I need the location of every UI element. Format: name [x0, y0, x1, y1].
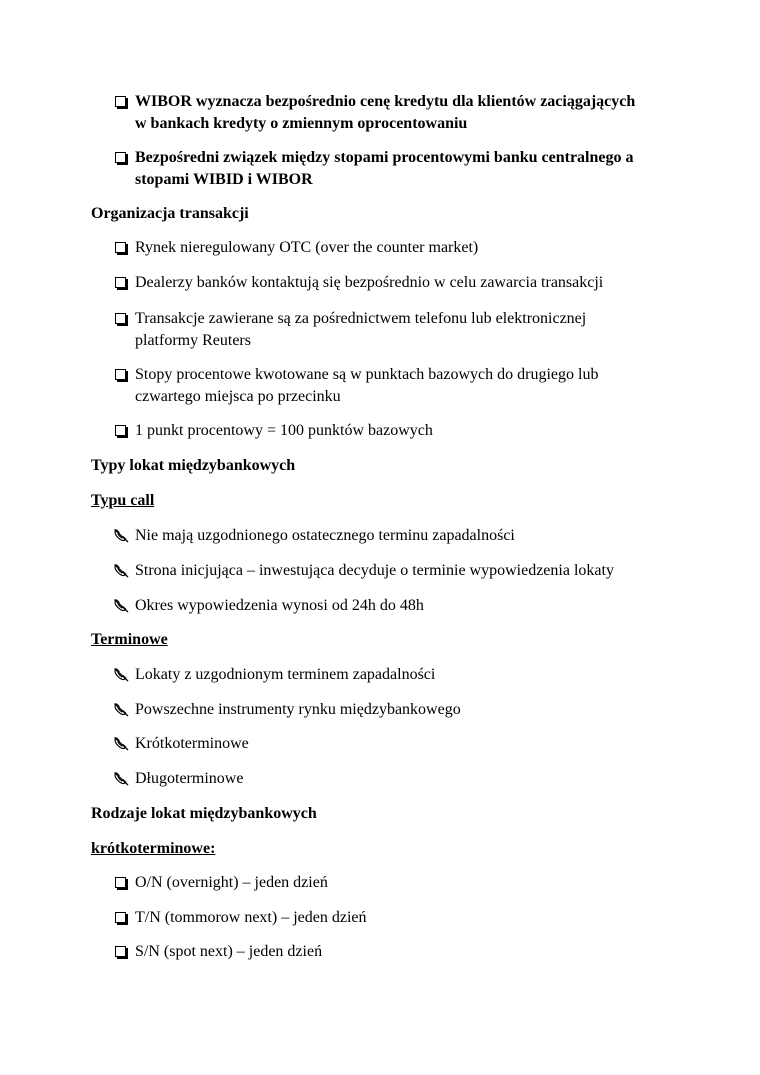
checkbox-bullet-icon — [115, 425, 126, 436]
subheading-call: Typu call — [91, 492, 155, 509]
section-heading-types: Typy lokat międzybankowych — [91, 457, 296, 474]
no-phone-bullet-icon — [113, 736, 130, 751]
no-phone-bullet-icon — [113, 563, 130, 578]
list-item-text: Dealerzy banków kontaktują się bezpośrednio w celu zawarcia transakcji — [135, 274, 604, 291]
subheading-term: Terminowe — [91, 631, 168, 648]
no-phone-bullet-icon — [113, 702, 130, 717]
list-item-text: Strona inicjująca – inwestująca decyduje o terminie wypowiedzenia lokaty — [135, 562, 614, 579]
list-item-text-cont: stopami WIBID i WIBOR — [135, 171, 313, 188]
list-item-text: WIBOR wyznacza bezpośrednio cenę kredytu dla klientów zaciągających — [135, 93, 636, 110]
section-heading-kinds: Rodzaje lokat międzybankowych — [91, 805, 317, 822]
list-item-text: 1 punkt procentowy = 100 punktów bazowych — [135, 422, 433, 439]
checkbox-bullet-icon — [115, 242, 126, 253]
list-item-text: Krótkoterminowe — [135, 735, 249, 752]
checkbox-bullet-icon — [115, 313, 126, 324]
list-item-text: Transakcje zawierane są za pośrednictwem telefonu lub elektronicznej — [135, 310, 587, 327]
list-item-text: Okres wypowiedzenia wynosi od 24h do 48h — [135, 597, 424, 614]
list-item-text: Lokaty z uzgodnionym terminem zapadalności — [135, 666, 436, 683]
list-item-text: Bezpośredni związek między stopami procentowymi banku centralnego a — [135, 149, 634, 166]
list-item-text: Nie mają uzgodnionego ostatecznego terminu zapadalności — [135, 527, 515, 544]
no-phone-bullet-icon — [113, 528, 130, 543]
list-item-text: Powszechne instrumenty rynku międzybankowego — [135, 701, 461, 718]
checkbox-bullet-icon — [115, 912, 126, 923]
list-item-text: O/N (overnight) – jeden dzień — [135, 874, 328, 891]
checkbox-bullet-icon — [115, 277, 126, 288]
list-item-text: T/N (tommorow next) – jeden dzień — [135, 909, 367, 926]
checkbox-bullet-icon — [115, 877, 126, 888]
list-item-text-cont: w bankach kredyty o zmiennym oprocentowaniu — [135, 115, 468, 132]
list-item-text-cont: czwartego miejsca po przecinku — [135, 388, 341, 405]
list-item-text: Długoterminowe — [135, 770, 244, 787]
list-item-text: S/N (spot next) – jeden dzień — [135, 943, 323, 960]
list-item-text: Stopy procentowe kwotowane są w punktach bazowych do drugiego lub — [135, 366, 599, 383]
checkbox-bullet-icon — [115, 946, 126, 957]
checkbox-bullet-icon — [115, 96, 126, 107]
subheading-short-term: krótkoterminowe: — [91, 840, 216, 857]
section-heading-organization: Organizacja transakcji — [91, 205, 249, 222]
list-item-text-cont: platformy Reuters — [135, 332, 251, 349]
checkbox-bullet-icon — [115, 152, 126, 163]
no-phone-bullet-icon — [113, 598, 130, 613]
no-phone-bullet-icon — [113, 771, 130, 786]
list-item-text: Rynek nieregulowany OTC (over the counter market) — [135, 239, 479, 256]
checkbox-bullet-icon — [115, 369, 126, 380]
no-phone-bullet-icon — [113, 667, 130, 682]
